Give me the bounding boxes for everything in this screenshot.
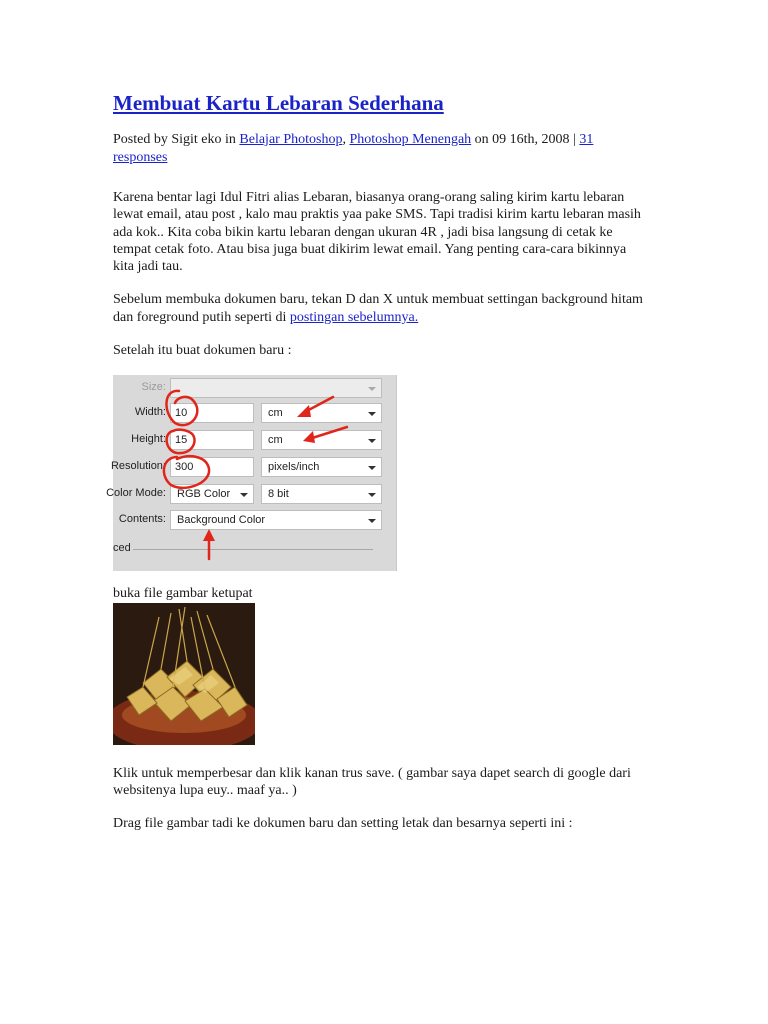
- chevron-down-icon: [368, 466, 376, 470]
- height-unit-select: [261, 430, 382, 450]
- new-document-dialog-image: [106, 375, 397, 571]
- chevron-down-icon: [240, 493, 248, 497]
- drag-paragraph: Drag file gambar tadi ke dokumen baru dan setting letak dan besarnya seperti ini :: [113, 816, 573, 832]
- arrowhead-icon: [203, 529, 215, 541]
- bit-depth-select: [261, 484, 382, 504]
- resolution-label: Resolution:: [110, 460, 166, 473]
- settings-paragraph: [113, 291, 648, 326]
- chevron-down-icon: [368, 493, 376, 497]
- color-mode-select: [170, 484, 254, 504]
- height-label: Height:: [131, 433, 166, 446]
- width-row: [113, 403, 396, 423]
- contents-value: Background Color: [177, 514, 266, 527]
- enlarge-paragraph: Klik untuk memperbesar dan klik kanan trus save. ( gambar saya dapet search di google dari websitenya lupa euy.. maaf ya.. ): [113, 765, 631, 798]
- category-separator: ,: [342, 132, 350, 147]
- bit-depth-value: 8 bit: [268, 488, 289, 501]
- article-title-link[interactable]: Membuat Kartu Lebaran Sederhana: [113, 91, 444, 115]
- settings-text: Sebelum membuka dokumen baru, tekan D dan X untuk membuat settingan background hitam dan foreground putih seperti di: [113, 292, 643, 325]
- responses-link[interactable]: 31 responses: [113, 132, 594, 165]
- chevron-down-icon: [368, 519, 376, 523]
- width-field: 10: [170, 403, 254, 423]
- new-document-paragraph: Setelah itu buat dokumen baru :: [113, 343, 292, 359]
- contents-select: [170, 510, 382, 530]
- open-file-paragraph: buka file gambar ketupat: [113, 586, 253, 602]
- height-unit-value: cm: [268, 434, 283, 447]
- advanced-divider: [133, 549, 373, 550]
- chevron-down-icon: [368, 387, 376, 391]
- contents-row: [113, 510, 396, 530]
- resolution-unit-value: pixels/inch: [268, 461, 320, 474]
- width-unit-select: [261, 403, 382, 423]
- color-mode-row: [106, 484, 396, 504]
- width-label: Width:: [134, 406, 166, 419]
- previous-post-link[interactable]: postingan sebelumnya.: [289, 309, 419, 325]
- size-label: Size:: [141, 381, 166, 394]
- article: [106, 88, 648, 833]
- resolution-field: 300: [170, 457, 254, 477]
- posted-by-text: Posted by Sigit eko in: [113, 132, 240, 147]
- height-field: 15: [170, 430, 254, 450]
- advanced-label: ced: [113, 542, 131, 555]
- size-select: [170, 378, 382, 398]
- chevron-down-icon: [368, 412, 376, 416]
- height-row: [113, 430, 396, 450]
- chevron-down-icon: [368, 439, 376, 443]
- intro-paragraph: Karena bentar lagi Idul Fitri alias Lebaran, biasanya orang-orang saling kirim kartu lebaran lewat email, atau post , kalo mau praktis yaa pake SMS. Tapi tradisi kirim kartu lebaran masih ada kok.. Kita coba bikin kartu lebaran dengan ukuran 4R , jadi bisa langsung di cetak ke tempat cetak foto. Atau bisa juga buat dikirim lewat email. Yang penting cara-cara bikinnya kita jadi tau.: [113, 190, 641, 275]
- category-link-photoshop-menengah[interactable]: Photoshop Menengah: [349, 132, 472, 147]
- contents-label: Contents:: [118, 513, 166, 526]
- post-date: on 09 16th, 2008 |: [471, 132, 580, 147]
- resolution-unit-select: [261, 457, 382, 477]
- resolution-row: [110, 457, 396, 477]
- color-mode-value: RGB Color: [177, 488, 231, 501]
- ketupat-photo[interactable]: [113, 603, 255, 745]
- category-link-belajar-photoshop[interactable]: Belajar Photoshop: [239, 132, 343, 147]
- color-mode-label: Color Mode:: [106, 487, 166, 500]
- post-meta: [113, 131, 648, 167]
- width-unit-value: cm: [268, 407, 283, 420]
- size-row: [113, 378, 396, 398]
